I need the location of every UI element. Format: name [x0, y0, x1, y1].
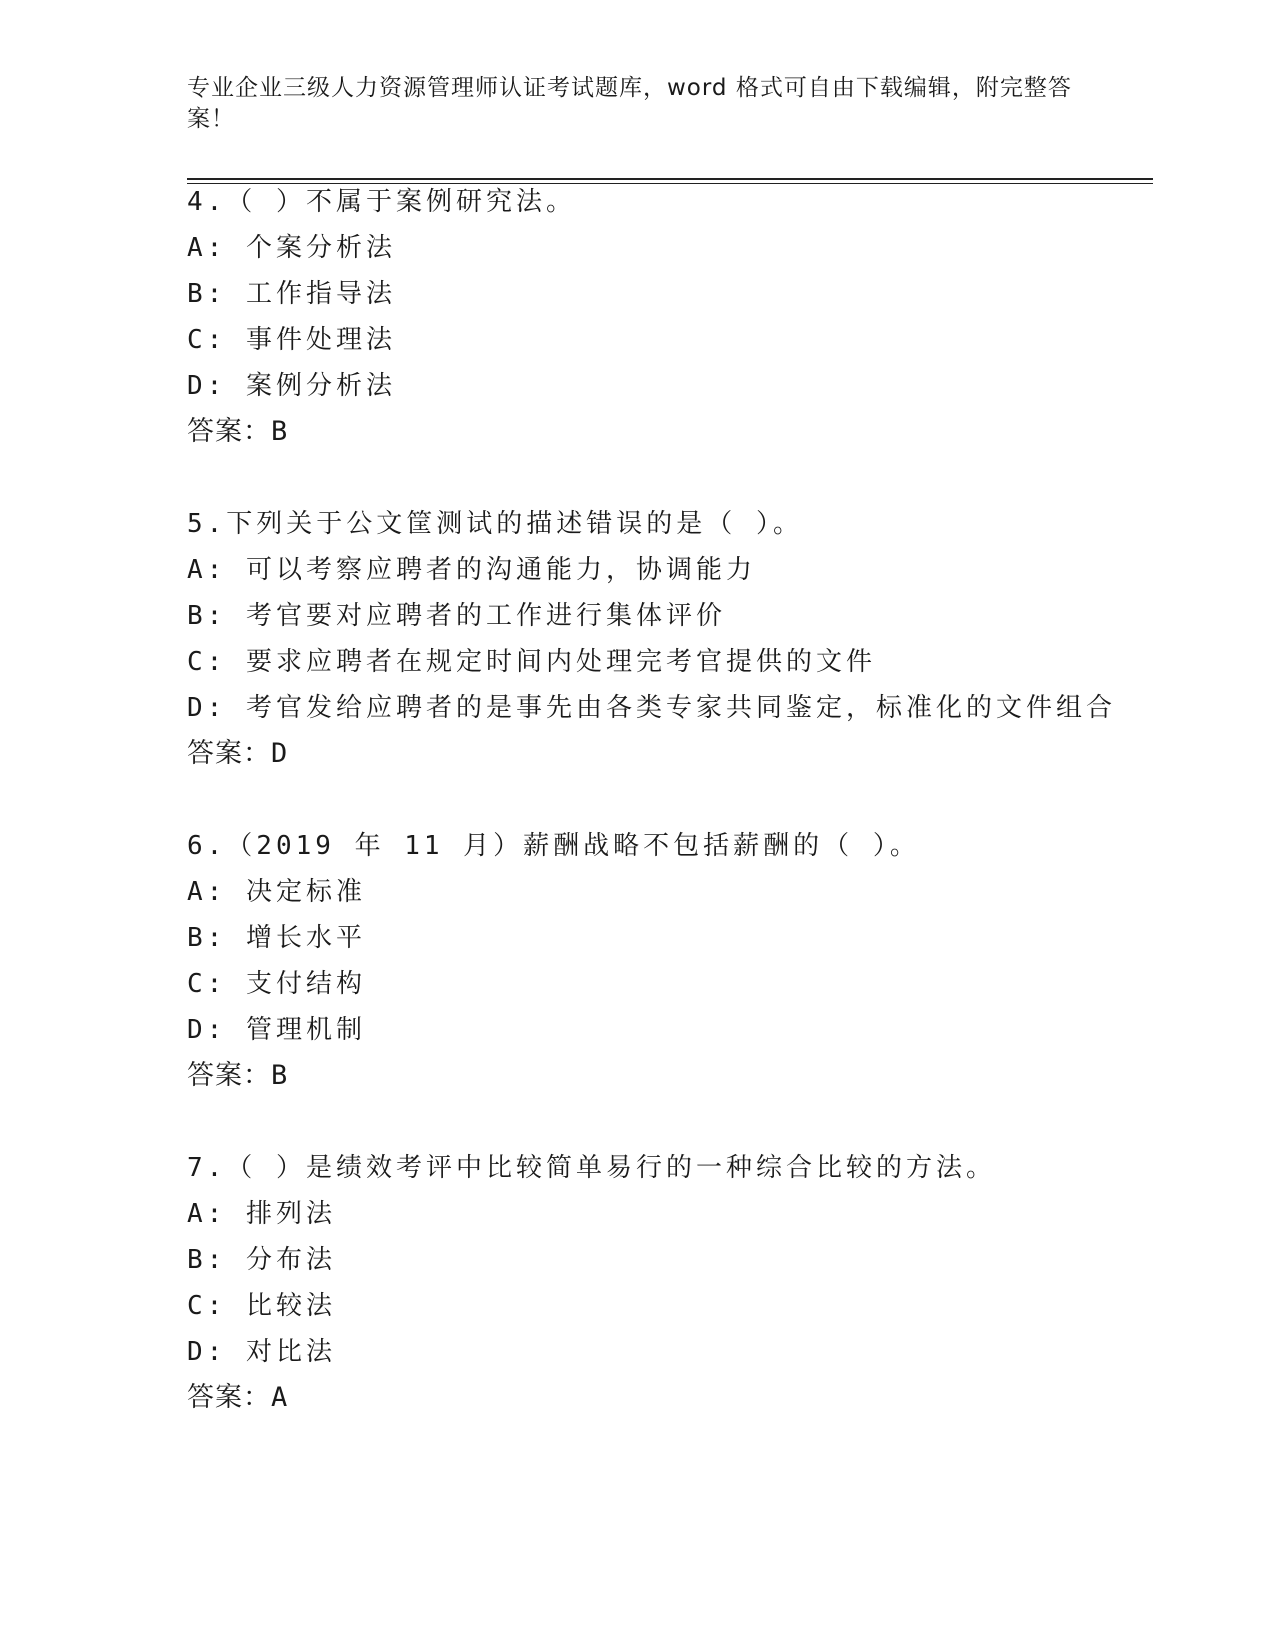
answer-value: B	[271, 416, 289, 447]
option-d: D: 管理机制	[187, 1015, 366, 1045]
option-b: B: 工作指导法	[187, 279, 396, 309]
question-block	[187, 1145, 1167, 1421]
answer-line	[187, 409, 1167, 455]
answer-label: 答案：	[187, 1060, 271, 1091]
option-d: D: 对比法	[187, 1337, 336, 1367]
question-block	[187, 179, 1167, 455]
question-stem: 4.（ ）不属于案例研究法。	[187, 187, 576, 217]
option-d: D: 案例分析法	[187, 371, 396, 401]
option-b: B: 增长水平	[187, 923, 366, 953]
answer-line	[187, 1375, 1167, 1421]
option-c: C: 比较法	[187, 1291, 336, 1321]
answer-label: 答案：	[187, 416, 271, 447]
question-block	[187, 823, 1167, 1099]
question-stem: 5.下列关于公文筐测试的描述错误的是（ ）。	[187, 509, 803, 539]
document-header: 专业企业三级人力资源管理师认证考试题库，word 格式可自由下载编辑，附完整答案！	[187, 75, 1072, 132]
answer-line	[187, 731, 1167, 777]
option-a: A: 个案分析法	[187, 233, 396, 263]
option-d: D: 考官发给应聘者的是事先由各类专家共同鉴定，标准化的文件组合	[187, 693, 1116, 723]
answer-value: D	[271, 738, 289, 769]
option-a: A: 排列法	[187, 1199, 336, 1229]
question-stem: 6.（2019 年 11 月）薪酬战略不包括薪酬的（ ）。	[187, 831, 920, 861]
option-c: C: 支付结构	[187, 969, 366, 999]
option-c: C: 事件处理法	[187, 325, 396, 355]
answer-label: 答案：	[187, 1382, 271, 1413]
option-c: C: 要求应聘者在规定时间内处理完考官提供的文件	[187, 647, 876, 677]
option-a: A: 决定标准	[187, 877, 366, 907]
question-block	[187, 501, 1167, 777]
answer-label: 答案：	[187, 738, 271, 769]
question-stem: 7.（ ）是绩效考评中比较简单易行的一种综合比较的方法。	[187, 1153, 996, 1183]
answer-line	[187, 1053, 1167, 1099]
option-b: B: 考官要对应聘者的工作进行集体评价	[187, 601, 726, 631]
option-a: A: 可以考察应聘者的沟通能力，协调能力	[187, 555, 756, 585]
answer-value: A	[271, 1382, 289, 1413]
answer-value: B	[271, 1060, 289, 1091]
option-b: B: 分布法	[187, 1245, 336, 1275]
